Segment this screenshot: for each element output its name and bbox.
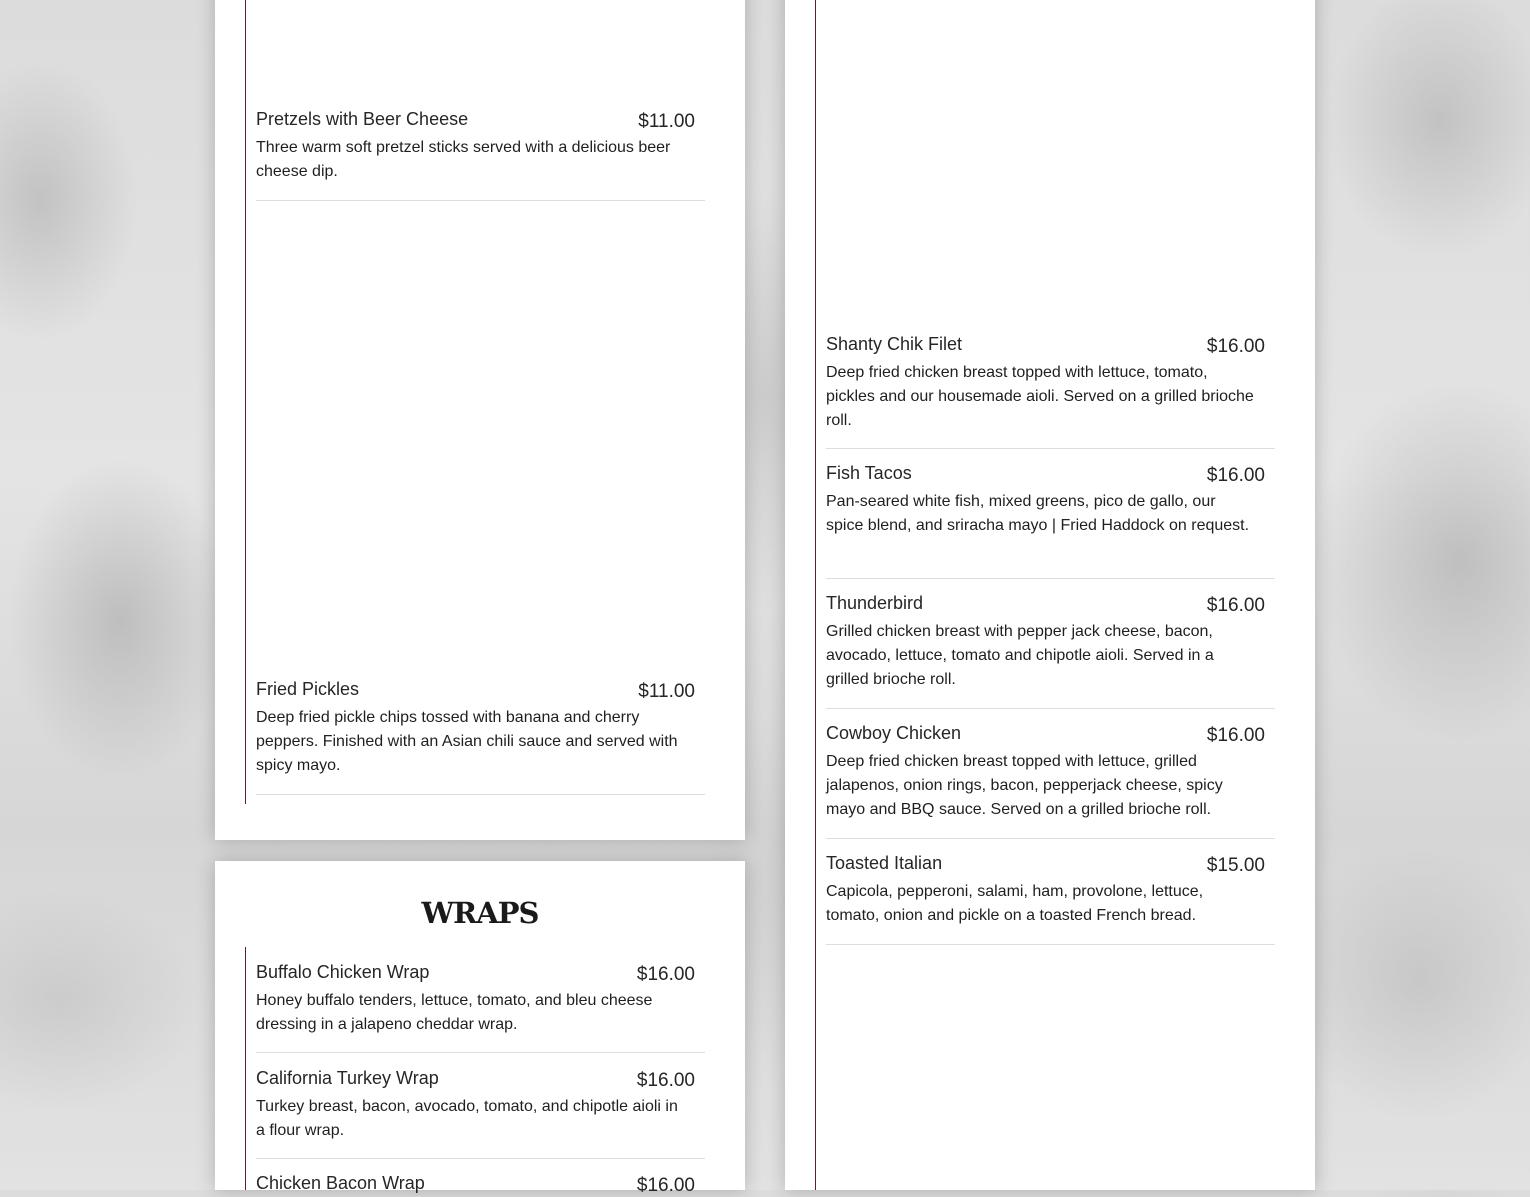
item-price: $11.00 <box>638 111 695 132</box>
menu-item-fried-pickles <box>256 679 705 795</box>
menu-item-fish-tacos <box>826 463 1275 579</box>
item-description: Honey buffalo tenders, lettuce, tomato, and bleu cheese dressing in a jalapeno cheddar wrap. <box>256 992 653 1033</box>
menu-item-cowboy-chicken <box>826 723 1275 839</box>
item-price: $16.00 <box>1206 725 1265 746</box>
item-description: Grilled chicken breast with pepper jack cheese, bacon, avocado, lettuce, tomato and chipotle aioli. Served in a grilled brioche roll. <box>826 623 1214 688</box>
item-price: $15.00 <box>1206 855 1265 876</box>
accent-line <box>815 0 816 1190</box>
section-title-wraps: WRAPS <box>421 896 539 930</box>
item-price: $11.00 <box>638 681 695 702</box>
item-name: Fried Pickles <box>256 679 360 699</box>
item-name: California Turkey Wrap <box>256 1068 439 1088</box>
item-description: Pan-seared white fish, mixed greens, pico de gallo, our spice blend, and sriracha mayo | Fried Haddock on request. <box>826 493 1250 534</box>
wraps-card <box>215 861 745 1196</box>
item-price: $16.00 <box>636 1175 695 1196</box>
accent-line <box>245 947 246 1190</box>
item-description: Three warm soft pretzel sticks served with a delicious beer cheese dip. <box>256 139 671 180</box>
menu-item-chicken-bacon-wrap <box>256 1173 705 1196</box>
item-price: $16.00 <box>1206 465 1265 486</box>
item-name: Buffalo Chicken Wrap <box>256 962 430 982</box>
item-price: $16.00 <box>1206 336 1265 357</box>
item-description: Turkey breast, bacon, avocado, tomato, and chipotle aioli in a flour wrap. <box>256 1098 678 1139</box>
item-price: $16.00 <box>636 1070 695 1091</box>
menu-item-california-turkey-wrap <box>256 1068 705 1159</box>
menu-item-thunderbird <box>826 593 1275 709</box>
menu-item-toasted-italian <box>826 853 1275 945</box>
item-name: Fish Tacos <box>826 463 912 483</box>
menu-item-shanty-chik-filet <box>826 334 1275 449</box>
item-description: Deep fried chicken breast topped with lettuce, tomato, pickles and our housemade aioli. Served on a grilled brioche roll. <box>826 364 1254 429</box>
menu-item-pretzels <box>256 109 705 201</box>
sandwiches-card <box>785 0 1315 1190</box>
item-description: Deep fried chicken breast topped with lettuce, grilled jalapenos, onion rings, bacon, pepperjack cheese, spicy mayo and BBQ sauce. Served on a grilled brioche roll. <box>826 753 1223 818</box>
item-name: Thunderbird <box>826 593 924 613</box>
item-name: Toasted Italian <box>826 853 943 873</box>
appetizers-card <box>215 0 745 840</box>
item-name: Chicken Bacon Wrap <box>256 1173 425 1193</box>
item-name: Cowboy Chicken <box>826 723 962 743</box>
item-name: Shanty Chik Filet <box>826 334 963 354</box>
item-description: Capicola, pepperoni, salami, ham, provolone, lettuce, tomato, onion and pickle on a toasted French bread. <box>826 883 1204 924</box>
item-price: $16.00 <box>1206 595 1265 616</box>
item-price: $16.00 <box>636 964 695 985</box>
accent-line <box>245 0 246 804</box>
menu-item-buffalo-chicken-wrap <box>256 962 705 1053</box>
item-description: Deep fried pickle chips tossed with banana and cherry peppers. Finished with an Asian chili sauce and served with spicy mayo. <box>256 709 678 774</box>
item-name: Pretzels with Beer Cheese <box>256 109 469 129</box>
